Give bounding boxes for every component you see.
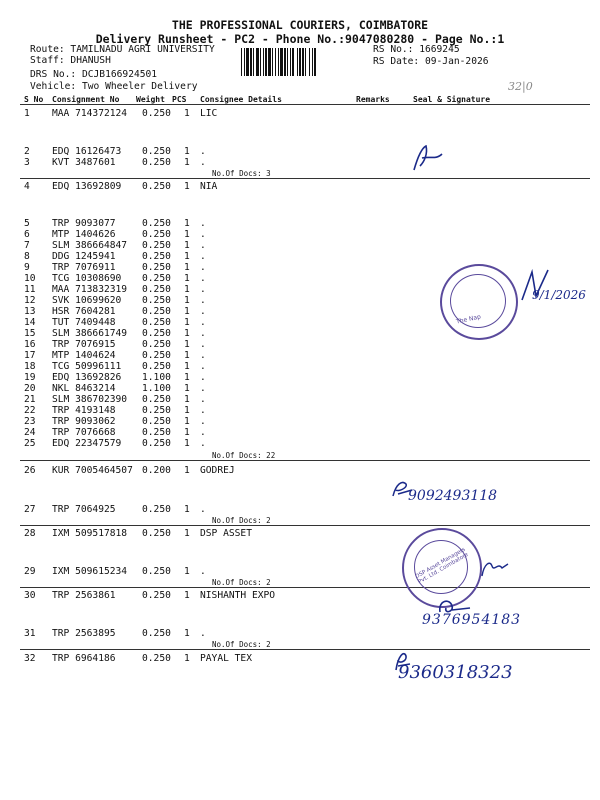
col-remarks: Remarks bbox=[356, 95, 390, 104]
table-row: 22 TRP 4193148 0.250 1 . bbox=[24, 405, 206, 416]
table-row: 24 TRP 7076668 0.250 1 . bbox=[24, 427, 206, 438]
runsheet-title: Delivery Runsheet - PC2 - Phone No.:9047080280 - Page No.:1 bbox=[95, 32, 505, 46]
group-divider bbox=[20, 460, 590, 461]
seal-stamp-1: The Nap bbox=[440, 264, 518, 340]
table-row: 30 TRP 2563861 0.250 1 NISHANTH EXPO bbox=[24, 590, 276, 601]
drs-number: DRS No.: DCJB166924501 bbox=[30, 69, 158, 80]
table-row: 2 EDQ 16126473 0.250 1 . bbox=[24, 146, 206, 157]
table-row: 26 KUR 7005464507 0.200 1 GODREJ bbox=[24, 465, 235, 476]
table-row: 21 SLM 386702390 0.250 1 . bbox=[24, 394, 206, 405]
col-details: Consignee Details bbox=[200, 95, 282, 104]
table-row: 17 MTP 1404624 0.250 1 . bbox=[24, 350, 206, 361]
table-row: 3 KVT 3487601 0.250 1 . bbox=[24, 157, 206, 168]
col-sno: S No bbox=[24, 95, 44, 104]
table-row: 7 SLM 386664847 0.250 1 . bbox=[24, 240, 206, 251]
handwritten-phone-2: 9376954183 bbox=[422, 612, 522, 628]
group-divider bbox=[20, 587, 590, 588]
company-name: THE PROFESSIONAL COURIERS, COIMBATORE bbox=[171, 18, 429, 32]
seal-stamp-2: DSP Asset Managers Pvt. Ltd. Coimbatore bbox=[402, 528, 482, 608]
table-row: 4 EDQ 13692809 0.250 1 NIA bbox=[24, 181, 218, 192]
table-row: 32 TRP 6964186 0.250 1 PAYAL TEX bbox=[24, 653, 252, 664]
col-weight: Weight bbox=[136, 95, 165, 104]
table-row: 16 TRP 7076915 0.250 1 . bbox=[24, 339, 206, 350]
table-row: 25 EDQ 22347579 0.250 1 . bbox=[24, 438, 206, 449]
rs-number: RS No.: 1669245 bbox=[373, 44, 460, 55]
signature-mark-1 bbox=[408, 140, 448, 176]
col-seal-signature: Seal & Signature bbox=[413, 95, 491, 104]
group-divider bbox=[20, 178, 590, 179]
table-row: 31 TRP 2563895 0.250 1 . bbox=[24, 628, 206, 639]
rs-date: RS Date: 09-Jan-2026 bbox=[373, 56, 489, 67]
table-row: 29 IXM 509615234 0.250 1 . bbox=[24, 566, 206, 577]
doc-count: No.Of Docs: 22 bbox=[212, 451, 276, 460]
group-divider bbox=[20, 649, 590, 650]
table-row: 15 SLM 386661749 0.250 1 . bbox=[24, 328, 206, 339]
doc-count: No.Of Docs: 2 bbox=[212, 578, 271, 587]
doc-count: No.Of Docs: 2 bbox=[212, 516, 271, 525]
handwritten-note: 32|0 bbox=[508, 80, 533, 93]
header-divider bbox=[20, 104, 590, 105]
signature-mark-4 bbox=[478, 556, 512, 580]
table-row: 5 TRP 9093077 0.250 1 . bbox=[24, 218, 206, 229]
table-row: 8 DDG 1245941 0.250 1 . bbox=[24, 251, 206, 262]
table-row: 13 HSR 7604281 0.250 1 . bbox=[24, 306, 206, 317]
group-divider bbox=[20, 525, 590, 526]
table-row: 9 TRP 7076911 0.250 1 . bbox=[24, 262, 206, 273]
handwritten-date: 9/1/2026 bbox=[532, 288, 586, 302]
staff-label: Staff: DHANUSH bbox=[30, 55, 111, 66]
table-row: 23 TRP 9093062 0.250 1 . bbox=[24, 416, 206, 427]
table-row: 6 MTP 1404626 0.250 1 . bbox=[24, 229, 206, 240]
col-pcs: PCS bbox=[172, 95, 187, 104]
table-row: 10 TCG 10308690 0.250 1 . bbox=[24, 273, 206, 284]
doc-count: No.Of Docs: 3 bbox=[212, 169, 271, 178]
col-consignment: Consignment No bbox=[52, 95, 120, 104]
handwritten-phone-1: 9092493118 bbox=[408, 488, 498, 504]
table-row: 28 IXM 509517818 0.250 1 DSP ASSET bbox=[24, 528, 252, 539]
doc-count: No.Of Docs: 2 bbox=[212, 640, 271, 649]
table-row: 1 MAA 714372124 0.250 1 LIC bbox=[24, 108, 218, 119]
table-row: 19 EDQ 13692826 1.100 1 . bbox=[24, 372, 206, 383]
table-row: 18 TCG 50996111 0.250 1 . bbox=[24, 361, 206, 372]
barcode-image bbox=[241, 48, 369, 76]
handwritten-phone-3: 9360318323 bbox=[398, 662, 513, 683]
route-label: Route: TAMILNADU AGRI UNIVERSITY bbox=[30, 44, 215, 55]
vehicle-label: Vehicle: Two Wheeler Delivery bbox=[30, 81, 198, 92]
table-row: 14 TUT 7409448 0.250 1 . bbox=[24, 317, 206, 328]
table-row: 27 TRP 7064925 0.250 1 . bbox=[24, 504, 206, 515]
table-row: 11 MAA 713832319 0.250 1 . bbox=[24, 284, 206, 295]
table-row: 12 SVK 10699620 0.250 1 . bbox=[24, 295, 206, 306]
table-row: 20 NKL 8463214 1.100 1 . bbox=[24, 383, 206, 394]
